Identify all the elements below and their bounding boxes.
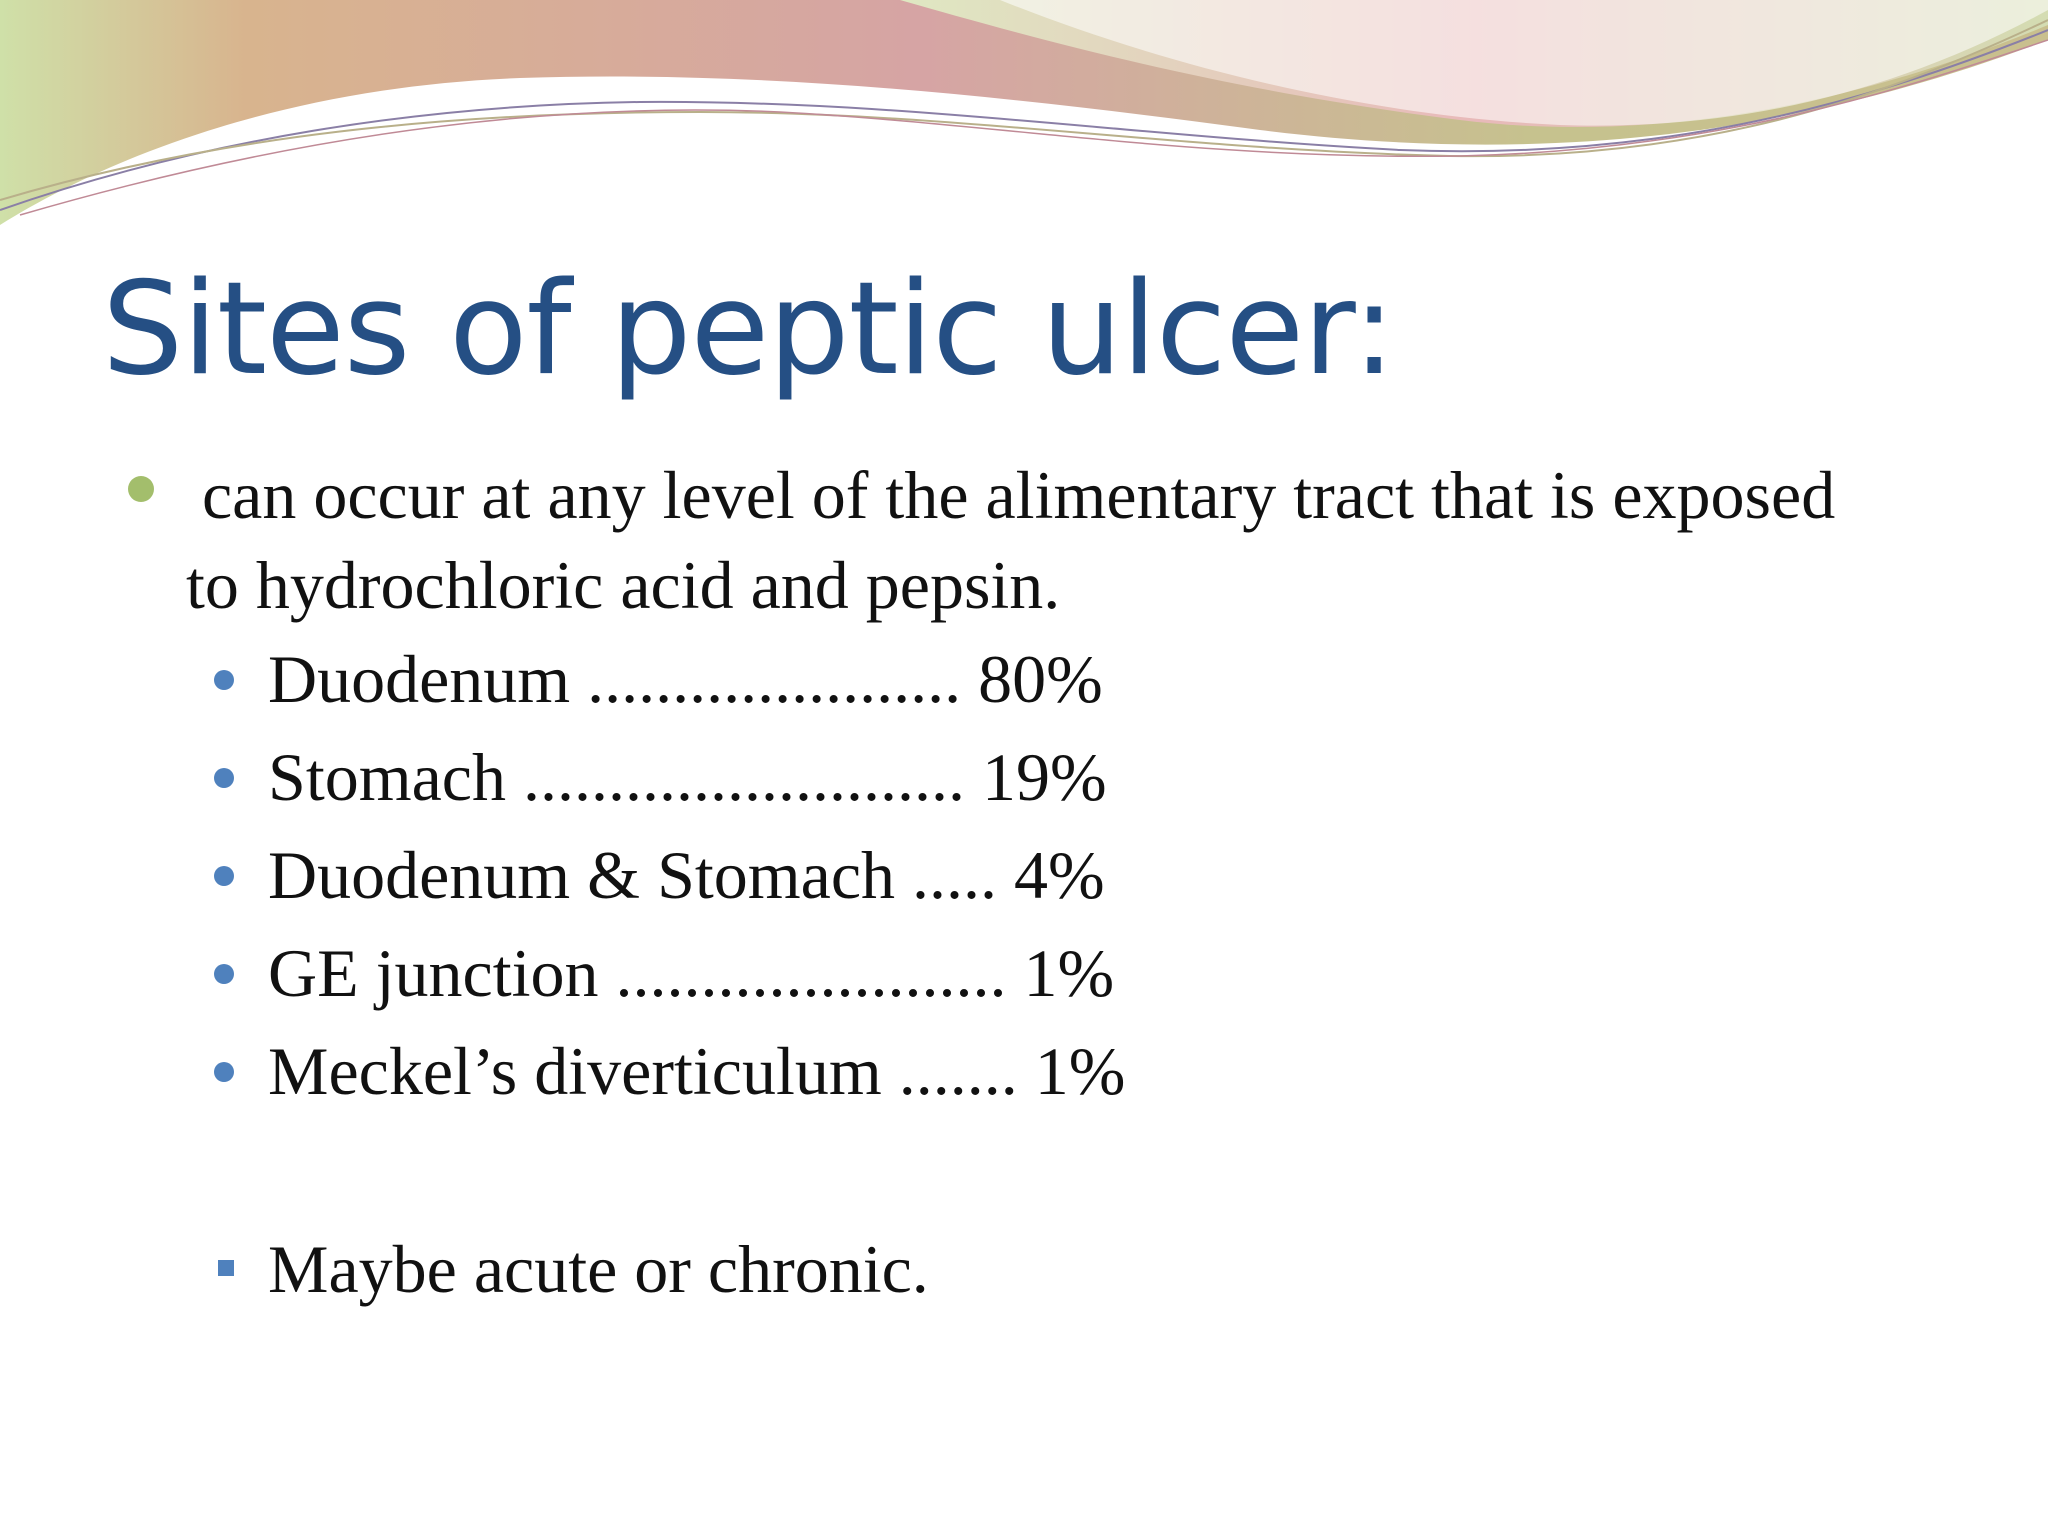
- slide-title: Sites of peptic ulcer:: [102, 255, 1395, 404]
- blue-bullet-icon: [214, 1062, 234, 1082]
- blue-bullet-icon: [214, 670, 234, 690]
- site-label: Duodenum & Stomach ..... 4%: [268, 837, 1105, 913]
- blue-bullet-icon: [214, 964, 234, 984]
- main-bullet-text: can occur at any level of the alimentary tract that is exposed to hydrochloric acid and pepsin.: [186, 457, 1836, 623]
- blue-bullet-icon: [214, 768, 234, 788]
- site-label: Stomach .......................... 19%: [268, 739, 1107, 815]
- green-bullet-icon: [128, 476, 154, 502]
- site-label: Duodenum ...................... 80%: [268, 641, 1103, 717]
- site-label: GE junction ....................... 1%: [268, 935, 1115, 1011]
- square-bullet-icon: [218, 1260, 234, 1276]
- decorative-wave-banner: [0, 0, 2048, 240]
- blue-bullet-icon: [214, 866, 234, 886]
- main-bullet-point: [120, 450, 1880, 630]
- note-text: Maybe acute or chronic.: [268, 1231, 929, 1307]
- site-label: Meckel’s diverticulum ....... 1%: [268, 1033, 1126, 1109]
